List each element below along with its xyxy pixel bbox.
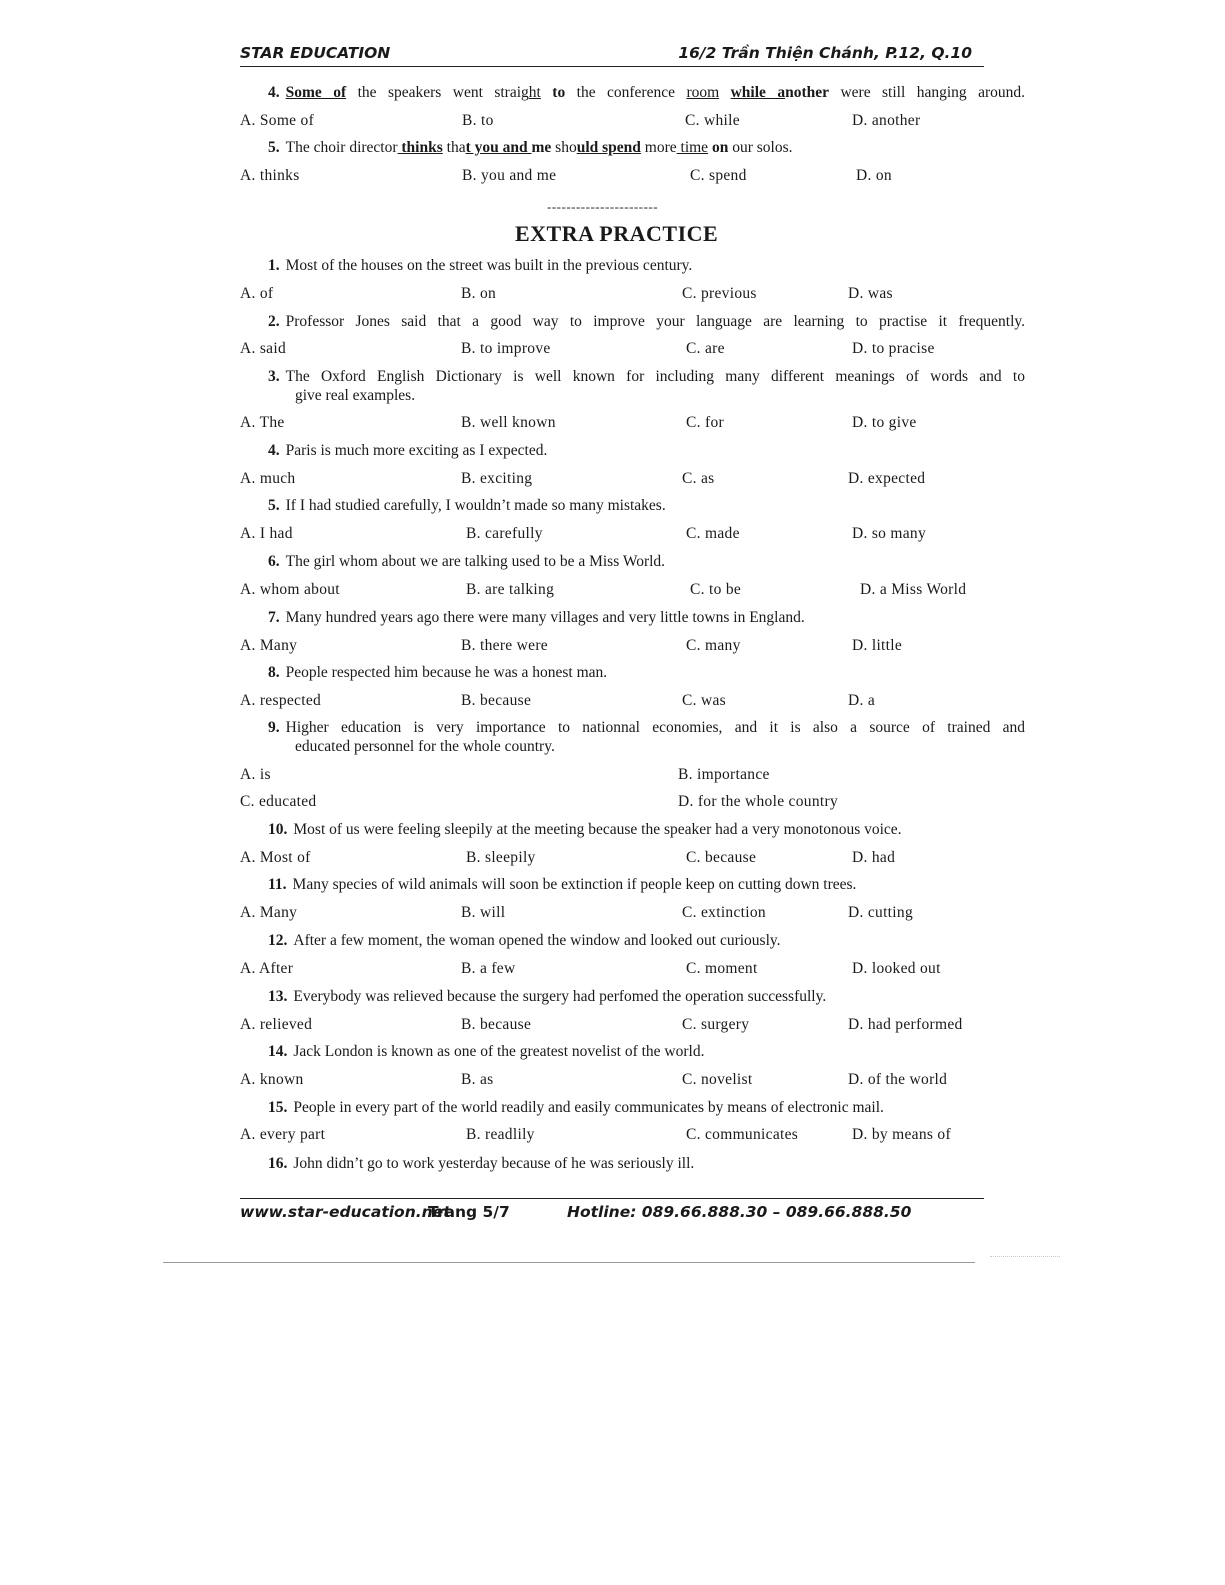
option-5-a: A. I had — [240, 525, 293, 542]
question-6: 6. The girl whom about we are talking used to be a Miss World. — [268, 553, 666, 570]
option-3-d: D. to give — [852, 414, 917, 431]
option-6-a: A. whom about — [240, 581, 340, 598]
question-5: 5. If I had studied carefully, I wouldn’t made so many mistakes. — [268, 497, 666, 514]
option-8-a: A. respected — [240, 692, 322, 709]
question-1: 1. Most of the houses on the street was built in the previous century. — [268, 257, 693, 274]
option-3-b: B. well known — [461, 414, 556, 431]
option-8-c: C. was — [682, 692, 726, 709]
section-separator: ----------------------- — [547, 199, 659, 214]
option-12-b: B. a few — [461, 960, 516, 977]
option-7-c: C. many — [686, 637, 741, 654]
option-prev4-d: D. another — [852, 112, 921, 129]
option-12-c: C. moment — [686, 960, 758, 977]
option-1-b: B. on — [461, 285, 497, 302]
option-6-b: B. are talking — [466, 581, 555, 598]
option-2-c: C. are — [686, 340, 725, 357]
option-14-d: D. of the world — [848, 1071, 948, 1088]
question-prev-4: 4. Some of the speakers went straight to the conference room while another were still hanging around. — [268, 84, 1026, 101]
option-8-d: D. a — [848, 692, 876, 709]
option-4-d: D. expected — [848, 470, 926, 487]
option-15-c: C. communicates — [686, 1126, 799, 1143]
option-7-b: B. there were — [461, 637, 548, 654]
question-7: 7. Many hundred years ago there were many villages and very little towns in England. — [268, 609, 805, 626]
question-4: 4. Paris is much more exciting as I expected. — [268, 442, 548, 459]
header-address: 16/2 Trần Thiện Chánh, P.12, Q.10 — [678, 44, 972, 62]
question-2: 2. Professor Jones said that a good way to improve your language are learning to practise it frequently. — [268, 313, 1025, 330]
question-12: 12. After a few moment, the woman opened the window and looked out curiously. — [268, 932, 781, 949]
option-12-d: D. looked out — [852, 960, 941, 977]
option-prev5-d: D. on — [856, 167, 892, 184]
option-1-d: D. was — [848, 285, 893, 302]
option-15-b: B. readlily — [466, 1126, 535, 1143]
option-11-c: C. extinction — [682, 904, 766, 921]
footer-website: www.star-education.net — [240, 1203, 451, 1221]
option-3-c: C. for — [686, 414, 724, 431]
header-school-name: STAR EDUCATION — [240, 44, 391, 62]
option-3-a: A. The — [240, 414, 285, 431]
option-15-a: A. every part — [240, 1126, 326, 1143]
option-13-a: A. relieved — [240, 1016, 313, 1033]
option-6-d: D. a Miss World — [860, 581, 967, 598]
option-prev5-c: C. spend — [690, 167, 747, 184]
option-14-b: B. as — [461, 1071, 494, 1088]
option-9-c: C. educated — [240, 793, 317, 810]
option-prev4-b: B. to — [462, 112, 494, 129]
option-7-d: D. little — [852, 637, 903, 654]
question-9: 9. Higher education is very importance to nationnal economies, and it is also a source of trained and — [268, 719, 1025, 736]
question-15: 15. People in every part of the world readily and easily communicates by means of electronic mail. — [268, 1099, 884, 1116]
option-4-c: C. as — [682, 470, 715, 487]
option-10-a: A. Most of — [240, 849, 311, 866]
option-5-b: B. carefully — [466, 525, 543, 542]
section-title: EXTRA PRACTICE — [515, 221, 719, 246]
question-13: 13. Everybody was relieved because the surgery had perfomed the operation successfully. — [268, 988, 827, 1005]
option-6-c: C. to be — [690, 581, 742, 598]
option-5-d: D. so many — [852, 525, 927, 542]
option-11-b: B. will — [461, 904, 506, 921]
question-14: 14. Jack London is known as one of the greatest novelist of the world. — [268, 1043, 705, 1060]
question-11: 11. Many species of wild animals will soon be extinction if people keep on cutting down trees. — [268, 876, 857, 893]
option-4-a: A. much — [240, 470, 296, 487]
option-15-d: D. by means of — [852, 1126, 951, 1143]
page-bottom-dots — [990, 1256, 1060, 1257]
option-1-c: C. previous — [682, 285, 757, 302]
question-3: 3. The Oxford English Dictionary is well known for including many different meanings of words and to — [268, 368, 1025, 385]
footer-hotline: Hotline: 089.66.888.30 – 089.66.888.50 — [567, 1203, 912, 1221]
option-9-a: A. is — [240, 766, 271, 783]
option-1-a: A. of — [240, 285, 274, 302]
option-4-b: B. exciting — [461, 470, 533, 487]
option-12-a: A. After — [240, 960, 294, 977]
option-13-d: D. had performed — [848, 1016, 963, 1033]
question-10: 10. Most of us were feeling sleepily at the meeting because the speaker had a very monotonous voice. — [268, 821, 902, 838]
footer-page-number: Trang 5/7 — [428, 1203, 510, 1221]
page-footer — [240, 1198, 984, 1225]
option-11-a: A. Many — [240, 904, 298, 921]
option-8-b: B. because — [461, 692, 532, 709]
option-14-a: A. known — [240, 1071, 304, 1088]
option-prev5-b: B. you and me — [462, 167, 557, 184]
option-2-a: A. said — [240, 340, 287, 357]
option-14-c: C. novelist — [682, 1071, 753, 1088]
question-prev-5: 5. The choir director thinks that you and me should spend more time on our solos. — [268, 139, 793, 156]
page-bottom-rule — [163, 1262, 975, 1263]
question-8: 8. People respected him because he was a honest man. — [268, 664, 608, 681]
question-16: 16. John didn’t go to work yesterday because of he was seriously ill. — [268, 1155, 695, 1172]
page-header — [240, 42, 984, 67]
option-11-d: D. cutting — [848, 904, 913, 921]
option-2-b: B. to improve — [461, 340, 551, 357]
option-7-a: A. Many — [240, 637, 298, 654]
option-13-b: B. because — [461, 1016, 532, 1033]
option-prev4-c: C. while — [685, 112, 740, 129]
option-9-d: D. for the whole country — [678, 793, 839, 810]
question-3-continued: give real examples. — [295, 387, 416, 404]
option-10-c: C. because — [686, 849, 757, 866]
option-10-b: B. sleepily — [466, 849, 536, 866]
option-9-b: B. importance — [678, 766, 770, 783]
option-prev4-a: A. Some of — [240, 112, 315, 129]
option-10-d: D. had — [852, 849, 896, 866]
question-9-continued: educated personnel for the whole country. — [295, 738, 555, 755]
option-5-c: C. made — [686, 525, 740, 542]
option-2-d: D. to pracise — [852, 340, 935, 357]
option-prev5-a: A. thinks — [240, 167, 300, 184]
option-13-c: C. surgery — [682, 1016, 750, 1033]
